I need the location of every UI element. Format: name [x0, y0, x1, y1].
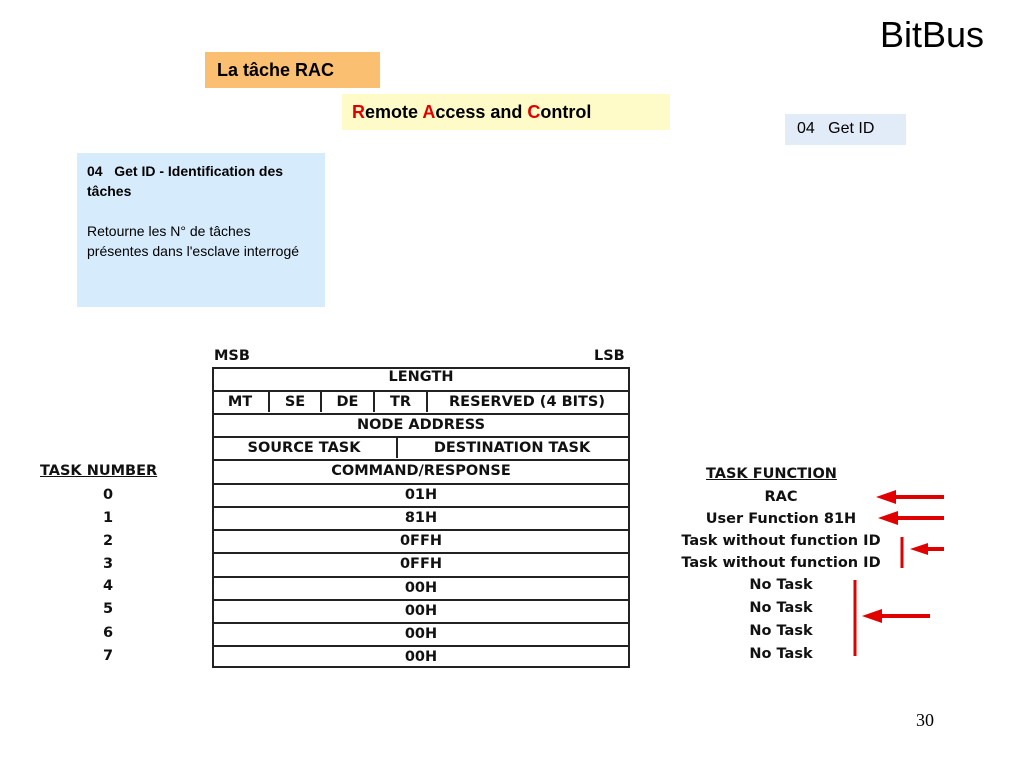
description-heading: 04 Get ID - Identification des tâches	[87, 163, 287, 199]
arrow-left-icon	[862, 609, 930, 623]
task-value: 00H	[404, 603, 438, 619]
command-response-field: COMMAND/RESPONSE	[331, 463, 511, 479]
task-function: No Task	[749, 600, 813, 616]
slide-title: BitBus	[879, 14, 984, 55]
flag-se: SE	[268, 392, 320, 412]
msb-label: MSB	[214, 348, 250, 364]
description-body: Retourne les N° de tâches présentes dans l'esclave interrogé	[87, 223, 300, 259]
subtitle-part-ccess: ccess and	[435, 102, 528, 122]
task-function: No Task	[749, 646, 813, 662]
arrow-left-icon	[910, 543, 944, 555]
task-function-header: TASK FUNCTION	[706, 466, 837, 482]
source-task-field: SOURCE TASK	[247, 440, 361, 456]
subtitle-letter-a: A	[422, 102, 436, 122]
flag-mt: MT	[227, 394, 253, 410]
subtitle-letter-c: C	[527, 102, 541, 122]
task-function: No Task	[749, 623, 813, 639]
subtitle-part-ontrol: ontrol	[540, 102, 592, 122]
task-number: 1	[102, 510, 114, 526]
destination-task-field: DESTINATION TASK	[396, 438, 626, 458]
flag-de: DE	[320, 392, 373, 412]
task-function: RAC	[764, 489, 798, 505]
task-number: 4	[102, 578, 114, 594]
task-number-header: TASK NUMBER	[40, 463, 158, 479]
task-value: 0FFH	[399, 533, 443, 549]
subtitle-part-emote: emote	[365, 102, 423, 122]
arrow-left-icon	[876, 490, 944, 504]
task-value: 00H	[404, 649, 438, 665]
task-number: 7	[102, 648, 114, 664]
length-field: LENGTH	[388, 369, 454, 385]
section-title: La tâche RAC	[205, 52, 380, 88]
task-number: 0	[102, 487, 114, 503]
task-number: 2	[102, 533, 114, 549]
page-number: 30	[916, 710, 934, 730]
command-tag: 04 Get ID	[785, 114, 906, 145]
task-function: No Task	[749, 577, 813, 593]
node-address-field: NODE ADDRESS	[356, 417, 486, 433]
task-value: 00H	[404, 626, 438, 642]
task-number: 3	[102, 556, 114, 572]
task-value: 0FFH	[399, 556, 443, 572]
arrow-left-icon	[878, 511, 944, 525]
task-function: User Function 81H	[705, 511, 857, 527]
task-value: 01H	[404, 487, 438, 503]
task-number: 5	[102, 601, 114, 617]
task-value: 00H	[404, 580, 438, 596]
subtitle-letter-r: R	[352, 102, 365, 122]
task-function: Task without function ID	[681, 533, 881, 549]
flag-tr: TR	[373, 392, 426, 412]
flag-reserved: RESERVED (4 BITS)	[426, 392, 626, 412]
task-number: 6	[102, 625, 114, 641]
task-value: 81H	[404, 510, 438, 526]
task-function: Task without function ID	[681, 555, 881, 571]
lsb-label: LSB	[594, 348, 625, 364]
